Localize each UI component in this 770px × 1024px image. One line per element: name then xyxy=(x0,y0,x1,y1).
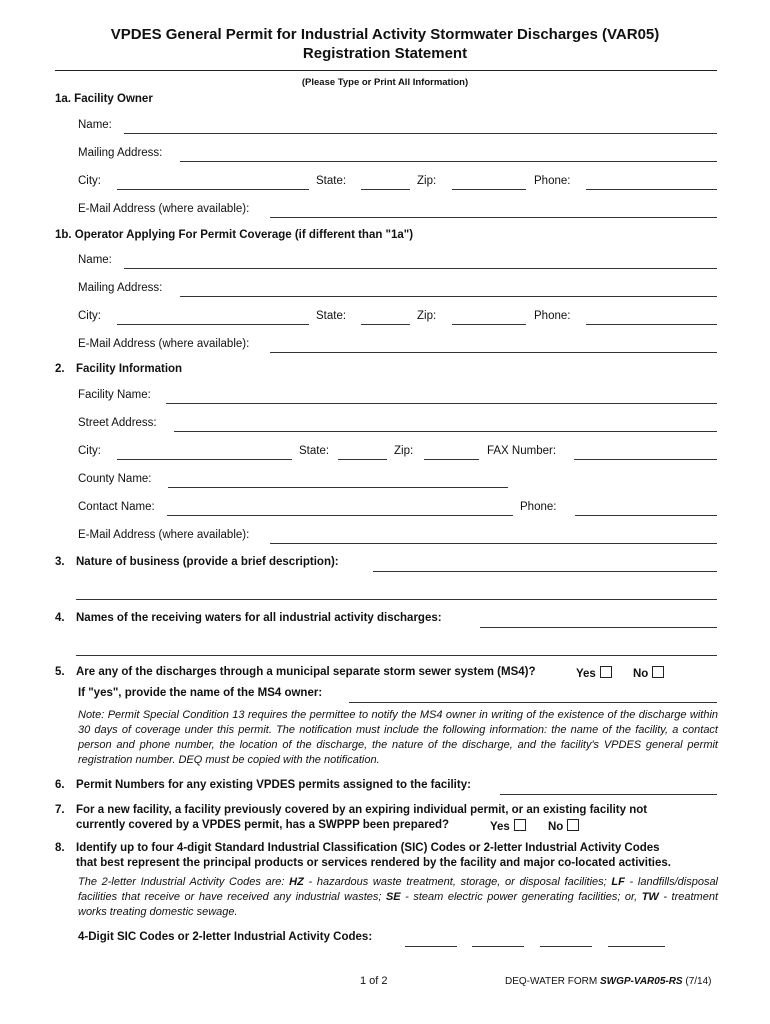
operator-phone-field[interactable] xyxy=(586,324,717,325)
fax-number-field[interactable] xyxy=(574,459,717,460)
operator-email-field[interactable] xyxy=(270,352,717,353)
ms4-yes-option[interactable] xyxy=(576,666,612,680)
owner-zip-label: Zip: xyxy=(417,175,437,187)
fax-number-label: FAX Number: xyxy=(487,445,557,457)
code-tw: TW xyxy=(641,891,659,903)
operator-email-label: E-Mail Address (where available): xyxy=(78,338,250,350)
contact-name-label: Contact Name: xyxy=(78,501,155,513)
owner-mailing-field[interactable] xyxy=(180,161,717,162)
section-1a-heading: 1a. Facility Owner xyxy=(55,93,153,105)
swppp-no-checkbox[interactable] xyxy=(567,819,579,831)
section-5-question: Are any of the discharges through a municipal separate storm sewer system (MS4)? xyxy=(76,666,536,678)
operator-city-label: City: xyxy=(78,310,101,322)
section-7-question-line2: currently covered by a VPDES permit, has a SWPPP been prepared? xyxy=(76,819,450,831)
owner-phone-field[interactable] xyxy=(586,189,717,190)
street-address-label: Street Address: xyxy=(78,417,157,429)
section-7-question-line1: For a new facility, a facility previously covered by an expiring individual permit, or an existing facility not xyxy=(76,804,648,816)
section-7-number: 7. xyxy=(55,804,65,816)
operator-zip-label: Zip: xyxy=(417,310,437,322)
street-address-field[interactable] xyxy=(174,431,717,432)
instruction-text: (Please Type or Print All Information) xyxy=(301,77,469,88)
section-6-number: 6. xyxy=(55,779,65,791)
ms4-no-checkbox[interactable] xyxy=(652,666,664,678)
ms4-yes-checkbox[interactable] xyxy=(600,666,612,678)
section-8-instruction-line1: Identify up to four 4-digit Standard Industrial Classification (SIC) Codes or 2-letter Industrial Activity Codes xyxy=(76,842,660,854)
facility-phone-label: Phone: xyxy=(520,501,557,513)
section-8-number: 8. xyxy=(55,842,65,854)
existing-permits-field[interactable] xyxy=(500,794,717,795)
section-3-number: 3. xyxy=(55,556,65,568)
ms4-owner-field[interactable] xyxy=(349,702,717,703)
owner-city-field[interactable] xyxy=(117,189,309,190)
owner-city-label: City: xyxy=(78,175,101,187)
facility-name-label: Facility Name: xyxy=(78,389,151,401)
owner-state-field[interactable] xyxy=(361,189,410,190)
form-title: VPDES General Permit for Industrial Activity Stormwater Discharges (VAR05) xyxy=(110,26,660,43)
section-6-heading: Permit Numbers for any existing VPDES permits assigned to the facility: xyxy=(76,779,471,791)
header-rule xyxy=(55,70,717,71)
section-2-number: 2. xyxy=(55,363,65,375)
swppp-yes-label: Yes xyxy=(490,821,510,833)
county-name-label: County Name: xyxy=(78,473,152,485)
facility-zip-label: Zip: xyxy=(394,445,414,457)
ms4-no-option[interactable] xyxy=(633,666,664,680)
sic-code-field-1[interactable] xyxy=(405,946,457,947)
form-subtitle: Registration Statement xyxy=(302,45,468,62)
ms4-note: Note: Permit Special Condition 13 requires the permittee to notify the MS4 owner in writing of the existence of the discharge within 30 days of coverage under this permit. The notification must include the following information: the name of the facility, a contact person and phone number, the location of the discharge, the nature of the discharge, and the facility's VPDES general permit registration number. DEQ must be copied with the notification. xyxy=(78,709,718,766)
page-number: 1 of 2 xyxy=(360,975,388,987)
swppp-yes-option[interactable] xyxy=(490,819,526,833)
code-hz: HZ xyxy=(289,876,304,888)
facility-name-field[interactable] xyxy=(166,403,717,404)
owner-name-label: Name: xyxy=(78,119,112,131)
facility-state-field[interactable] xyxy=(338,459,387,460)
operator-zip-field[interactable] xyxy=(452,324,526,325)
owner-name-field[interactable] xyxy=(124,133,717,134)
section-8-instruction-line2: that best represent the principal products or services rendered by the facility and major co-located activities. xyxy=(76,857,671,869)
receiving-waters-field[interactable] xyxy=(480,627,717,628)
section-4-number: 4. xyxy=(55,612,65,624)
operator-state-field[interactable] xyxy=(361,324,410,325)
sic-code-field-4[interactable] xyxy=(608,946,665,947)
facility-zip-field[interactable] xyxy=(424,459,479,460)
section-5-number: 5. xyxy=(55,666,65,678)
operator-state-label: State: xyxy=(316,310,347,322)
facility-email-label: E-Mail Address (where available): xyxy=(78,529,250,541)
owner-zip-field[interactable] xyxy=(452,189,526,190)
facility-email-field[interactable] xyxy=(270,543,717,544)
form-number: DEQ-WATER FORM SWGP-VAR05-RS (7/14) xyxy=(505,976,712,987)
sic-code-field-3[interactable] xyxy=(540,946,592,947)
operator-phone-label: Phone: xyxy=(534,310,571,322)
operator-mailing-label: Mailing Address: xyxy=(78,282,163,294)
facility-phone-field[interactable] xyxy=(575,515,717,516)
business-description-field-2[interactable] xyxy=(76,599,717,600)
section-3-heading: Nature of business (provide a brief description): xyxy=(76,556,339,568)
operator-mailing-field[interactable] xyxy=(180,296,717,297)
owner-state-label: State: xyxy=(316,175,347,187)
code-lf: LF xyxy=(611,876,625,888)
operator-city-field[interactable] xyxy=(117,324,309,325)
section-4-heading: Names of the receiving waters for all industrial activity discharges: xyxy=(76,612,442,624)
facility-state-label: State: xyxy=(299,445,330,457)
swppp-no-option[interactable] xyxy=(548,819,579,833)
owner-phone-label: Phone: xyxy=(534,175,571,187)
county-name-field[interactable] xyxy=(168,487,508,488)
operator-name-label: Name: xyxy=(78,254,112,266)
facility-city-field[interactable] xyxy=(117,459,292,460)
owner-email-label: E-Mail Address (where available): xyxy=(78,203,250,215)
sic-code-field-2[interactable] xyxy=(472,946,524,947)
contact-name-field[interactable] xyxy=(167,515,513,516)
ms4-no-label: No xyxy=(633,668,649,680)
owner-mailing-label: Mailing Address: xyxy=(78,147,163,159)
ms4-owner-label: If "yes", provide the name of the MS4 owner: xyxy=(78,687,323,699)
business-description-field[interactable] xyxy=(373,571,717,572)
swppp-no-label: No xyxy=(548,821,564,833)
section-1b-heading: 1b. Operator Applying For Permit Coverage (if different than "1a") xyxy=(55,229,414,241)
sic-codes-label: 4-Digit SIC Codes or 2-letter Industrial Activity Codes: xyxy=(78,931,373,943)
ms4-yes-label: Yes xyxy=(576,668,596,680)
section-2-heading: Facility Information xyxy=(76,363,183,375)
owner-email-field[interactable] xyxy=(270,217,717,218)
activity-codes-note: The 2-letter Industrial Activity Codes are: HZ - hazardous waste treatment, storage, or disposal facilities; LF - landfills/disposal facilities that receive or have received any industrial wastes; SE - steam electric power generating facilities; or, TW - treatment works treating domestic sewage. xyxy=(78,876,719,918)
facility-city-label: City: xyxy=(78,445,101,457)
receiving-waters-field-2[interactable] xyxy=(76,655,717,656)
operator-name-field[interactable] xyxy=(124,268,717,269)
swppp-yes-checkbox[interactable] xyxy=(514,819,526,831)
code-se: SE xyxy=(385,891,401,903)
